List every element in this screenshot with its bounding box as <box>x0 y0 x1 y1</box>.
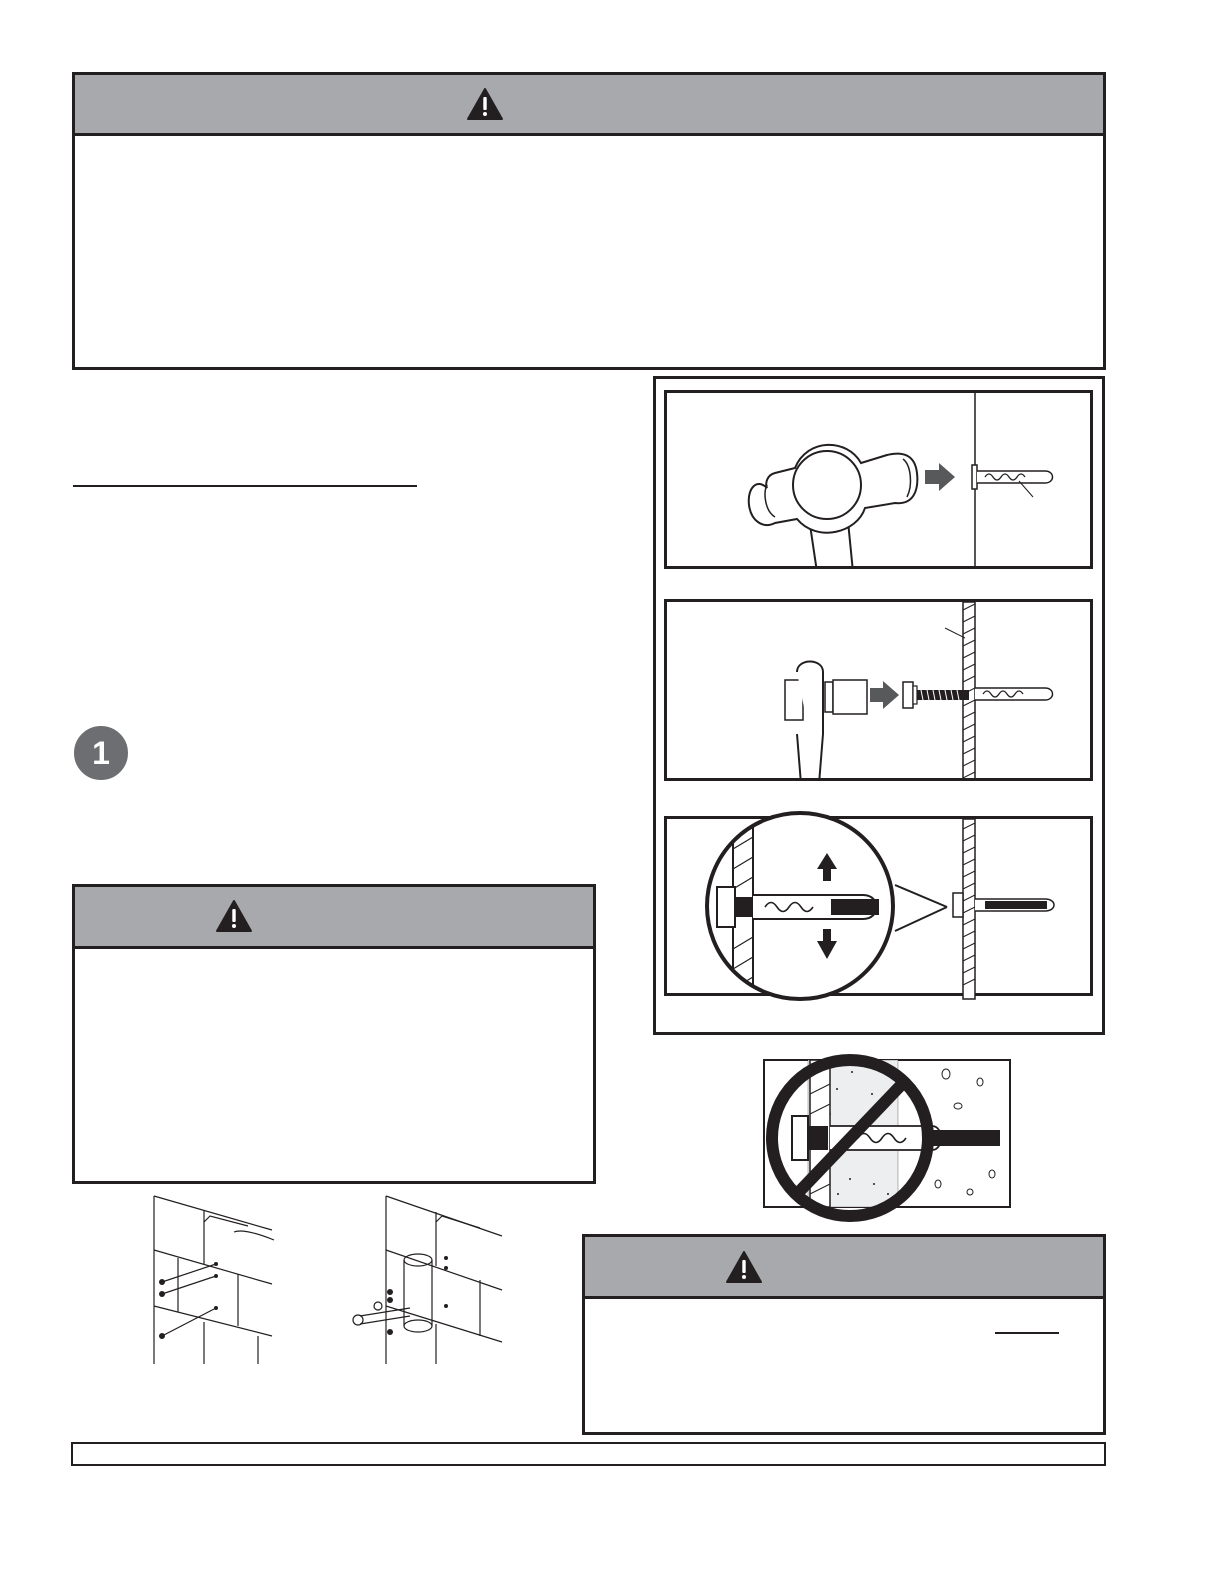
mount-attach-illustration <box>350 1196 510 1366</box>
step-number-badge: 1 <box>75 727 127 779</box>
bottom-warning-header <box>585 1237 1103 1299</box>
top-warning-box <box>72 72 1106 370</box>
section-underline <box>73 485 417 487</box>
warning-triangle-icon <box>216 900 252 932</box>
magnified-detail-circle <box>703 809 897 1003</box>
figure-panel-wrench <box>664 599 1093 781</box>
warning-triangle-icon <box>467 88 503 120</box>
middle-warning-header <box>75 887 593 949</box>
emphasis-underline <box>995 1332 1059 1334</box>
warning-triangle-icon <box>726 1251 762 1283</box>
top-warning-header <box>75 75 1103 136</box>
masonry-holes-illustration <box>148 1196 288 1366</box>
bottom-warning-box <box>582 1234 1106 1435</box>
prohibited-masonry-illustration <box>762 1044 1010 1229</box>
figure-panel-hammer <box>664 390 1093 569</box>
footer-bar <box>71 1442 1106 1466</box>
hammer-illustration <box>667 393 1093 569</box>
wrench-illustration <box>667 602 1093 781</box>
middle-warning-box <box>72 884 596 1184</box>
